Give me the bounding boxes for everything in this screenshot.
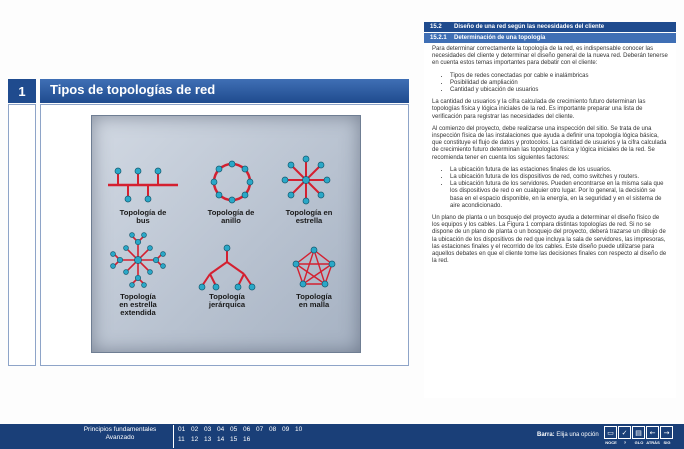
label-mesh: Topología en malla (296, 292, 332, 309)
nav-label: GLO (634, 440, 644, 445)
label-extended-star: Topología en estrella extendida (119, 292, 157, 317)
paragraph: Al comienzo del proyecto, debe realizarse una inspección del sitio. Se trata de una inspección física de las instalaciones que ayuda a definir una topología lógica básica, que constituye el flujo de datos y protocolos. La cantidad de usuarios y la cifra calculada de crecimiento futuro determinan las topologías física y lógica iniciales de la red. Se recomienda tener en cuenta los siguientes factores: (432, 125, 667, 161)
label-star: Topología en estrella (285, 208, 333, 225)
list-item: • La ubicación futura de las estaciones finales de los usuarios. (450, 167, 668, 174)
page-link-05[interactable]: 05 (230, 426, 238, 433)
list-item: • La ubicación futura de los servidores. Pueden encontrarse en la misma sala que los dispositivos de red o en cualquier otro lugar. Por lo general, la decisión se basa en el espacio disponible, en la energía, en la seguridad y en el sistema de aire acondicionado. (450, 181, 668, 210)
subsection-title: Determinación de una topología (454, 35, 546, 41)
slide-title: Tipos de topologías de red (40, 79, 409, 103)
label-bus: Topología de bus (119, 208, 167, 225)
paragraph: La cantidad de usuarios y la cifra calculada de crecimiento futuro determinan las topologías física y lógica iniciales de la red. Es importante preparar una lista de verificación para registrar las necesidades del cliente. (432, 99, 646, 120)
label-ring: Topología de anillo (207, 208, 255, 225)
list-item: • La ubicación futura de los dispositivos de red, como switches y routers. (450, 174, 668, 181)
section-title: Diseño de una red según las necesidades del cliente (454, 24, 605, 30)
body-text (424, 43, 676, 265)
list-item: • Posibilidad de ampliación (450, 80, 668, 87)
glossary-button[interactable]: ▤ (632, 426, 645, 439)
back-button[interactable]: ← (646, 426, 659, 439)
nav-button-labels (604, 440, 674, 445)
page-link-12[interactable]: 12 (191, 436, 199, 443)
help-button[interactable]: ✓ (618, 426, 631, 439)
page-link-15[interactable]: 15 (230, 436, 238, 443)
nav-label: ? (623, 440, 627, 445)
page-link-07[interactable]: 07 (256, 426, 264, 433)
nav-label: NOCE (605, 440, 617, 445)
page-link-14[interactable]: 14 (217, 436, 225, 443)
page-link-08[interactable]: 08 (269, 426, 277, 433)
page-link-06[interactable]: 06 (243, 426, 251, 433)
page-link-02[interactable]: 02 (191, 426, 199, 433)
bottom-navigation-bar (0, 424, 684, 449)
page-link-16[interactable]: 16 (243, 436, 251, 443)
page-link-11[interactable]: 11 (178, 436, 185, 443)
page-row (178, 435, 308, 445)
page-link-04[interactable]: 04 (217, 426, 225, 433)
topology-drawings (92, 116, 362, 354)
page-link-03[interactable]: 03 (204, 426, 212, 433)
ring-topology-icon (211, 161, 253, 203)
slide-side-strip (8, 104, 36, 366)
nav-label: SIG (663, 440, 671, 445)
list-item: • Tipos de redes conectadas por cable e inalámbricas (450, 73, 668, 80)
bar-label: Barra: Elija una opción (537, 432, 599, 438)
bullet-list (450, 73, 668, 95)
page-selector (173, 425, 308, 448)
section-header (424, 22, 676, 32)
next-button[interactable]: → (660, 426, 673, 439)
page-link-13[interactable]: 13 (204, 436, 212, 443)
bullet-list (450, 167, 668, 210)
course-title: Principios fundamentales Avanzado (83, 426, 157, 441)
nav-label: ATRÁS (646, 440, 660, 445)
mesh-topology-icon (296, 250, 332, 284)
subsection-number: 15.2.1 (430, 35, 447, 41)
paragraph: Un plano de planta o un bosquejo del proyecto ayuda a determinar el diseño físico de los equipos y los cables. La Figura 1 compara distintas topologías de red. Si no se dispone de un plano de planta o un bosquejo del proyecto, deberá trazarse un dibujo de la ubicación de los dispositivos de red que incluya la sala de servidores, las impresoras, las estaciones finales y el recorrido de los cables. Este diseño puede utilizarse para aquellos debates en que el cliente tome las decisiones finales con respecto al diseño de la red. (432, 215, 667, 265)
slide-number: 1 (8, 79, 36, 103)
hierarchical-topology-icon (202, 250, 252, 286)
bus-topology-icon (108, 168, 178, 202)
page-row (178, 425, 308, 435)
page-link-10[interactable]: 10 (295, 426, 303, 433)
paragraph: Para determinar correctamente la topología de la red, es indispensable conocer las necesidades del cliente y determinar el diseño general de la nueva red. Deberán tenerse en cuenta estos temas importantes para debatir con el cliente: (432, 46, 668, 67)
list-item: • Cantidad y ubicación de usuarios (450, 87, 668, 94)
index-button[interactable]: ▭ (604, 426, 617, 439)
topology-figure (91, 115, 361, 353)
page-link-09[interactable]: 09 (282, 426, 290, 433)
section-number: 15.2 (430, 24, 442, 30)
nav-buttons (604, 426, 674, 439)
label-hierarchical: Topología jerárquica (208, 292, 246, 309)
page-link-01[interactable]: 01 (178, 426, 186, 433)
extended-star-nodes (111, 233, 166, 288)
text-panel (424, 22, 676, 398)
subsection-header (424, 33, 676, 43)
